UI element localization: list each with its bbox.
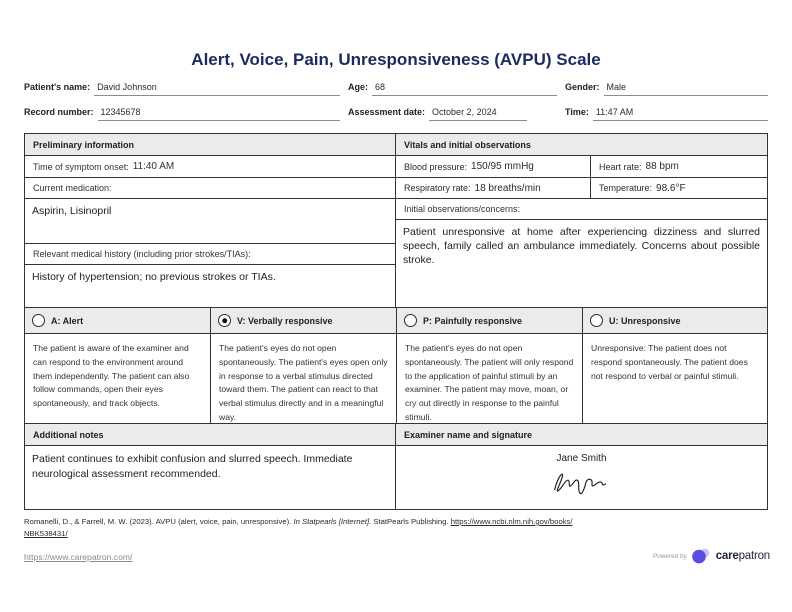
- unresponsive-radio[interactable]: [590, 314, 603, 327]
- temperature-value: 98.6°F: [656, 182, 686, 194]
- gender-field: [565, 82, 768, 96]
- verbal-description: The patient's eyes do not open spontaneously. The patient's eyes open only in response to a verbal stimulus directed toward them. The patient can react to that verbal stimulus directly and in a meaningful way.: [211, 334, 397, 423]
- medical-history-label: Relevant medical history (including prior strokes/TIAs):: [25, 244, 395, 265]
- avpu-option-pain[interactable]: [397, 308, 583, 333]
- time-label: Time:: [565, 107, 589, 117]
- vitals-row-2: [396, 178, 767, 199]
- signature-image: [549, 468, 615, 498]
- patient-name-field: [24, 82, 340, 96]
- alert-option-label: A: Alert: [51, 315, 84, 326]
- meta-row-1: [24, 82, 768, 96]
- verbal-option-label: V: Verbally responsive: [237, 315, 333, 326]
- age-value[interactable]: 68: [372, 82, 557, 96]
- blood-pressure-cell[interactable]: [396, 156, 591, 177]
- avpu-option-unresponsive[interactable]: [583, 308, 767, 333]
- avpu-options-row: [25, 308, 767, 334]
- powered-by-label: Powered by: [652, 552, 687, 560]
- record-number-value[interactable]: 12345678: [98, 107, 340, 121]
- respiratory-rate-cell[interactable]: [396, 178, 591, 198]
- citation-text: Romanelli, D., & Farrell, M. W. (2023). AVPU (alert, voice, pain, unresponsive).: [24, 517, 294, 526]
- avpu-option-verbal[interactable]: [211, 308, 397, 333]
- age-label: Age:: [348, 82, 368, 92]
- symptom-onset-label: Time of symptom onset:: [33, 161, 129, 172]
- alert-description: The patient is aware of the examiner and can respond to the environment around them independently. The patient can also follow commands, open their eyes spontaneously, and track objects.: [25, 334, 211, 423]
- preliminary-header: Preliminary information: [25, 134, 395, 156]
- alert-radio[interactable]: [32, 314, 45, 327]
- additional-notes-header: Additional notes: [25, 424, 396, 445]
- citation-italic-text: In Statpearls [Internet].: [293, 517, 372, 526]
- current-medication-value[interactable]: Aspirin, Lisinopril: [25, 199, 395, 244]
- current-medication-label: Current medication:: [25, 178, 395, 199]
- citation-publisher-text: StatPearls Publishing.: [371, 517, 451, 526]
- pain-option-label: P: Painfully responsive: [423, 315, 523, 326]
- vitals-column: [396, 134, 767, 307]
- meta-row-2: [24, 107, 768, 121]
- symptom-onset-row[interactable]: [25, 156, 395, 178]
- patient-meta: [24, 82, 768, 132]
- avpu-option-alert[interactable]: [25, 308, 211, 333]
- vitals-header: Vitals and initial observations: [396, 134, 767, 156]
- blood-pressure-value: 150/95 mmHg: [471, 161, 534, 172]
- examiner-signature-cell[interactable]: [396, 446, 767, 509]
- heart-rate-value: 88 bpm: [645, 161, 679, 172]
- assessment-date-label: Assessment date:: [348, 107, 426, 117]
- pain-description: The patient's eyes do not open spontaneously. The patient will only respond to the application of painful stimuli by an examiner. The patient may move, moan, or cry out directly in response to the painful stimuli.: [397, 334, 583, 423]
- pain-radio[interactable]: [404, 314, 417, 327]
- carepatron-wordmark: [716, 550, 770, 562]
- examiner-name: Jane Smith: [556, 453, 607, 464]
- carepatron-link[interactable]: https://www.carepatron.com/: [24, 552, 133, 562]
- unresponsive-option-label: U: Unresponsive: [609, 315, 681, 326]
- powered-by-brand: [653, 548, 770, 564]
- page-title: Alert, Voice, Pain, Unresponsiveness (AVPU) Scale: [191, 50, 601, 69]
- blood-pressure-label: Blood pressure:: [404, 161, 468, 172]
- temperature-label: Temperature:: [599, 183, 653, 193]
- vitals-row-1: [396, 156, 767, 178]
- avpu-descriptions-row: [25, 334, 767, 424]
- medical-history-value[interactable]: History of hypertension; no previous strokes or TIAs.: [32, 271, 276, 283]
- patient-name-label: Patient's name:: [24, 82, 91, 92]
- brand-care-text: care: [715, 550, 739, 562]
- patient-name-value[interactable]: David Johnson: [94, 82, 340, 96]
- additional-notes-value[interactable]: Patient continues to exhibit confusion and slurred speech. Immediate neurological assessment recommended.: [25, 446, 396, 509]
- verbal-radio[interactable]: [218, 314, 231, 327]
- gender-value[interactable]: Male: [604, 82, 768, 96]
- bottom-header-row: [25, 424, 767, 446]
- gender-label: Gender:: [565, 82, 600, 92]
- record-number-label: Record number:: [24, 107, 94, 117]
- form-table: [24, 133, 768, 510]
- citation-link[interactable]: https://www.ncbi.nlm.nih.gov/books/: [450, 517, 573, 526]
- preliminary-column: [25, 134, 396, 307]
- citation-link-continued[interactable]: NBK538431/: [24, 528, 68, 538]
- top-section: [25, 134, 767, 308]
- heart-rate-cell[interactable]: [591, 156, 767, 177]
- assessment-date-field: [348, 107, 557, 121]
- respiratory-rate-value: 18 breaths/min: [474, 182, 541, 194]
- heart-rate-label: Heart rate:: [599, 161, 642, 172]
- brand-patron-text: patron: [738, 550, 770, 562]
- initial-observations-label: Initial observations/concerns:: [396, 199, 767, 220]
- symptom-onset-value: 11:40 AM: [132, 161, 175, 172]
- bottom-content-row: [25, 446, 767, 509]
- age-field: [348, 82, 557, 96]
- examiner-header: Examiner name and signature: [396, 424, 767, 445]
- time-field: [565, 107, 768, 121]
- record-number-field: [24, 107, 340, 121]
- citation: [24, 516, 768, 540]
- respiratory-rate-label: Respiratory rate:: [404, 183, 471, 193]
- temperature-cell[interactable]: [591, 178, 767, 198]
- unresponsive-description: Unresponsive: The patient does not respond spontaneously. The patient does not respond to verbal or painful stimuli.: [591, 343, 748, 381]
- assessment-date-value[interactable]: October 2, 2024: [429, 107, 527, 121]
- initial-observations-value[interactable]: Patient unresponsive at home after experiencing dizziness and slurred speech, family called an ambulance immediately. Concerns about possible stroke.: [403, 226, 760, 267]
- time-value[interactable]: 11:47 AM: [593, 107, 768, 121]
- carepatron-logo-icon: [692, 548, 711, 564]
